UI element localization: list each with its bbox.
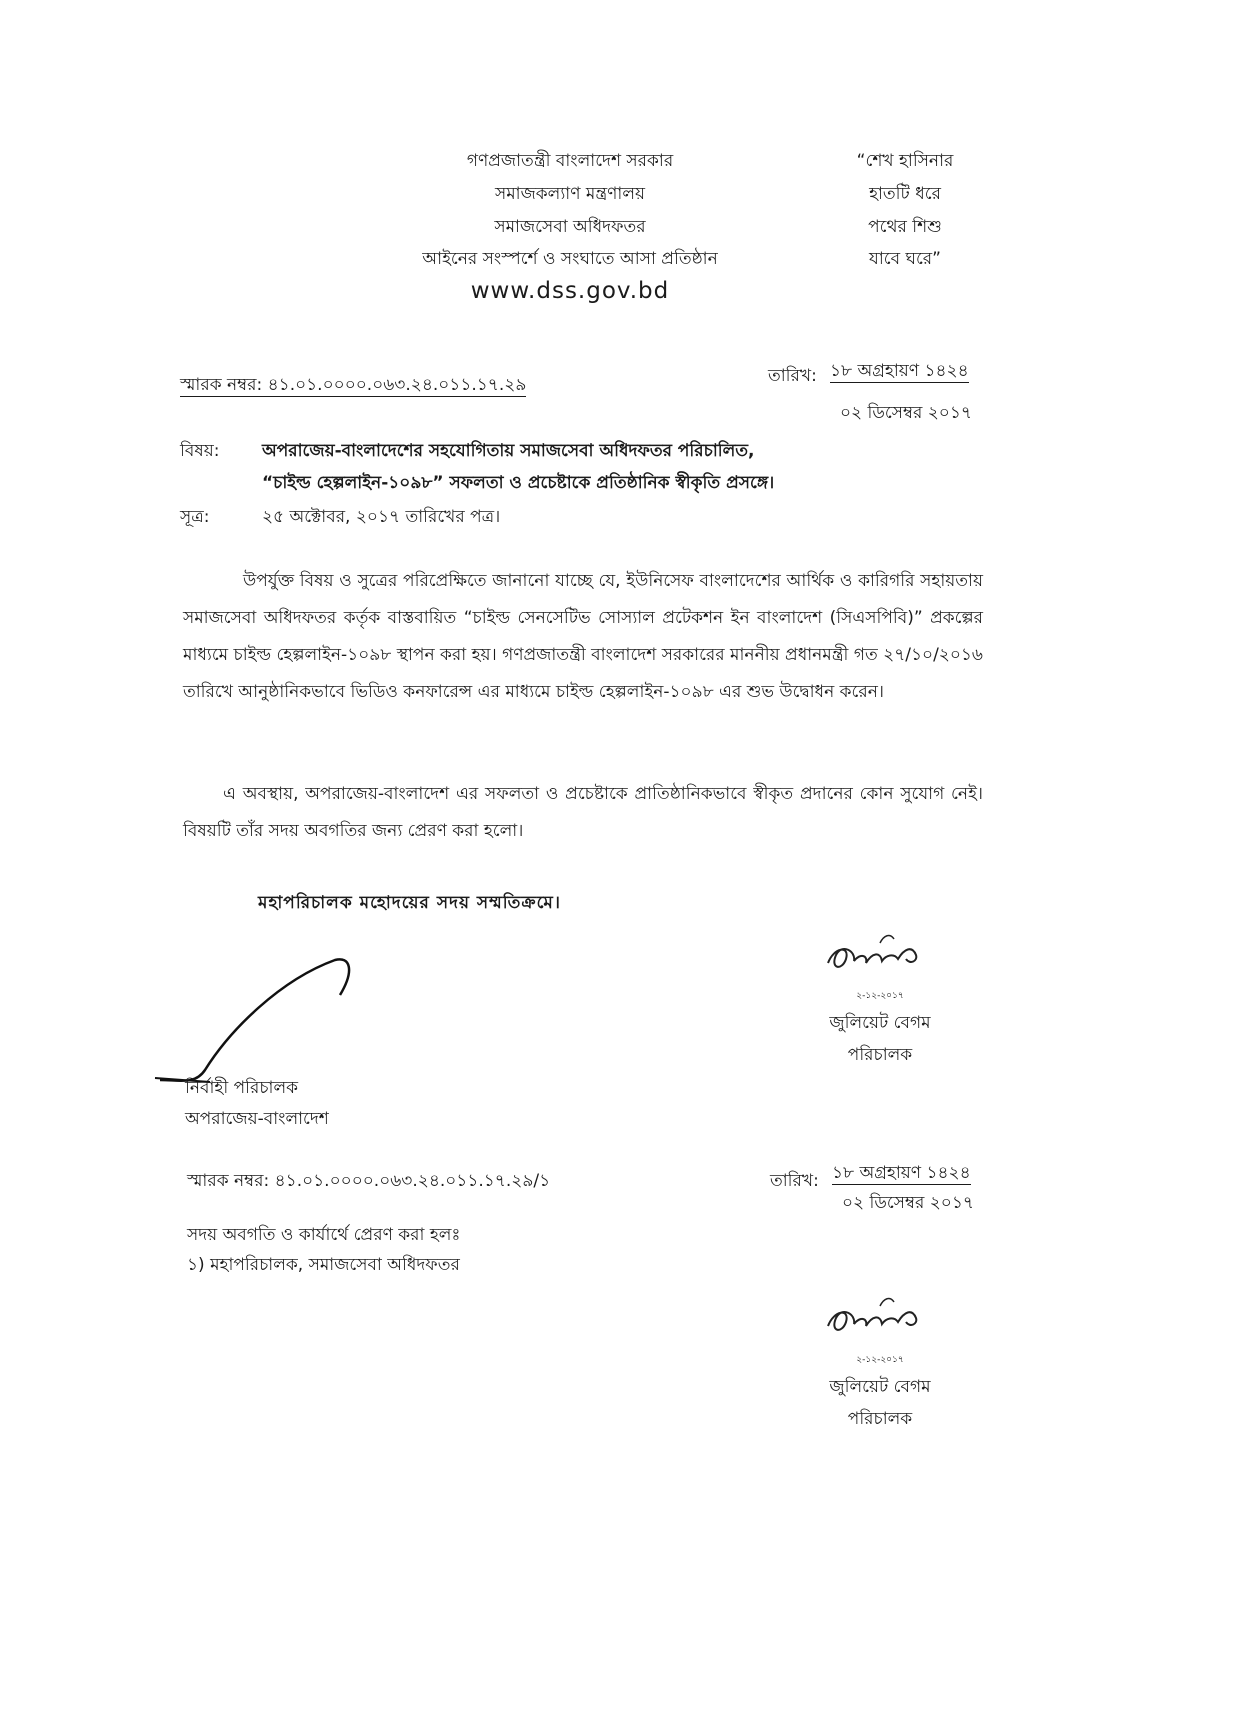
recipient-designation: নির্বাহী পরিচালক bbox=[185, 1078, 299, 1098]
recipient-organization: অপরাজেয়-বাংলাদেশ bbox=[185, 1109, 329, 1129]
memo-date-bangla: ১৮ অগ্রহায়ণ ১৪২৪ bbox=[830, 361, 969, 381]
subject-line-2: “চাইল্ড হেল্পলাইন-১০৯৮” সফলতা ও প্রচেষ্টাকে প্রতিষ্ঠানিক স্বীকৃতি প্রসঙ্গে। bbox=[262, 473, 775, 493]
signatory-1-name: জুলিয়েট বেগম bbox=[829, 1013, 931, 1033]
copy-intro: সদয় অবগতি ও কার্যার্থে প্রেরণ করা হলঃ bbox=[187, 1225, 461, 1245]
signature-2-graphic bbox=[820, 1288, 940, 1348]
memo-2-number: স্মারক নম্বর: ৪১.০১.০০০০.০৬৩.২৪.০১১.১৭.২৯/১ bbox=[187, 1171, 551, 1191]
memo-2-date-bangla: ১৮ অগ্রহায়ণ ১৪২৪ bbox=[832, 1163, 971, 1183]
subject-line-1: অপরাজেয়-বাংলাদেশের সহযোগিতায় সমাজসেবা অধিদফতর পরিচালিত, bbox=[262, 441, 755, 461]
consent-line: মহাপরিচালক মহোদয়ের সদয় সম্মতিক্রমে। bbox=[258, 893, 561, 913]
memo-date-label: তারিখ: bbox=[768, 366, 817, 386]
body-paragraph-1: উপর্যুক্ত বিষয় ও সুত্রের পরিপ্রেক্ষিতে জানানো যাচ্ছে যে, ইউনিসেফ বাংলাদেশের আর্থিক ও কারিগরি সহায়তায় সমাজসেবা অধিদফতর কর্তৃক বাস্তবায়িত “চাইল্ড সেনসেটিভ সোস্যাল প্রটেকশন ইন বাংলাদেশ (সিএসপিবি)” প্রকল্পের মাধ্যমে চাইল্ড হেল্পলাইন-১০৯৮ স্থাপন করা হয়। গণপ্রজাতন্ত্রী বাংলাদেশ সরকারের মাননীয় প্রধানমন্ত্রী গত ২৭/১০/২০১৬ তারিখে আনুষ্ঠানিকভাবে ভিডিও কনফারেন্স এর মাধ্যমে চাইল্ড হেল্পলাইন-১০৯৮ এর শুভ উদ্বোধন করেন। bbox=[183, 571, 983, 702]
memo-number: স্মারক নম্বর: ৪১.০১.০০০০.০৬৩.২৪.০১১.১৭.২৯ bbox=[180, 375, 527, 395]
motto-line-2: হাতটি ধরে bbox=[869, 184, 941, 204]
header-line-institution: আইনের সংস্পর্শে ও সংঘাতে আসা প্রতিষ্ঠান bbox=[422, 249, 718, 269]
header-line-directorate: সমাজসেবা অধিদফতর bbox=[494, 217, 646, 237]
header-line-government: গণপ্রজাতন্ত্রী বাংলাদেশ সরকার bbox=[466, 151, 674, 171]
header-website: www.dss.gov.bd bbox=[470, 278, 670, 304]
pen-stroke-graphic bbox=[150, 940, 370, 1090]
motto-line-4: যাবে ঘরে” bbox=[869, 249, 941, 269]
memo-2-date-english: ০২ ডিসেম্বর ২০১৭ bbox=[842, 1193, 974, 1213]
signatory-2-date: ২-১২-২০১৭ bbox=[856, 1355, 904, 1365]
body-paragraph-2: এ অবস্থায়, অপরাজেয়-বাংলাদেশ এর সফলতা ও প্রচেষ্টাকে প্রাতিষ্ঠানিকভাবে স্বীকৃত প্রদানের কোন সুযোগ নেই। বিষয়টি তাঁর সদয় অবগতির জন্য প্রেরণ করা হলো। bbox=[183, 784, 983, 841]
signatory-2-title: পরিচালক bbox=[847, 1409, 913, 1429]
motto-line-3: পথের শিশু bbox=[868, 217, 942, 237]
signatory-2-name: জুলিয়েট বেগম bbox=[829, 1377, 931, 1397]
signatory-1-date: ২-১২-২০১৭ bbox=[856, 991, 904, 1001]
memo-date-english: ০২ ডিসেম্বর ২০১৭ bbox=[840, 403, 972, 423]
subject-label: বিষয়: bbox=[180, 441, 220, 461]
header-line-ministry: সমাজকল্যাণ মন্ত্রণালয় bbox=[494, 184, 646, 204]
copy-item-1: ১) মহাপরিচালক, সমাজসেবা অধিদফতর bbox=[187, 1255, 460, 1275]
memo-2-date-label: তারিখ: bbox=[770, 1171, 819, 1191]
motto-line-1: “শেখ হাসিনার bbox=[856, 151, 954, 171]
signatory-1-title: পরিচালক bbox=[847, 1045, 913, 1065]
reference-text: ২৫ অক্টোবর, ২০১৭ তারিখের পত্র। bbox=[262, 507, 501, 527]
reference-label: সূত্র: bbox=[180, 507, 210, 527]
signature-graphic bbox=[820, 925, 940, 985]
